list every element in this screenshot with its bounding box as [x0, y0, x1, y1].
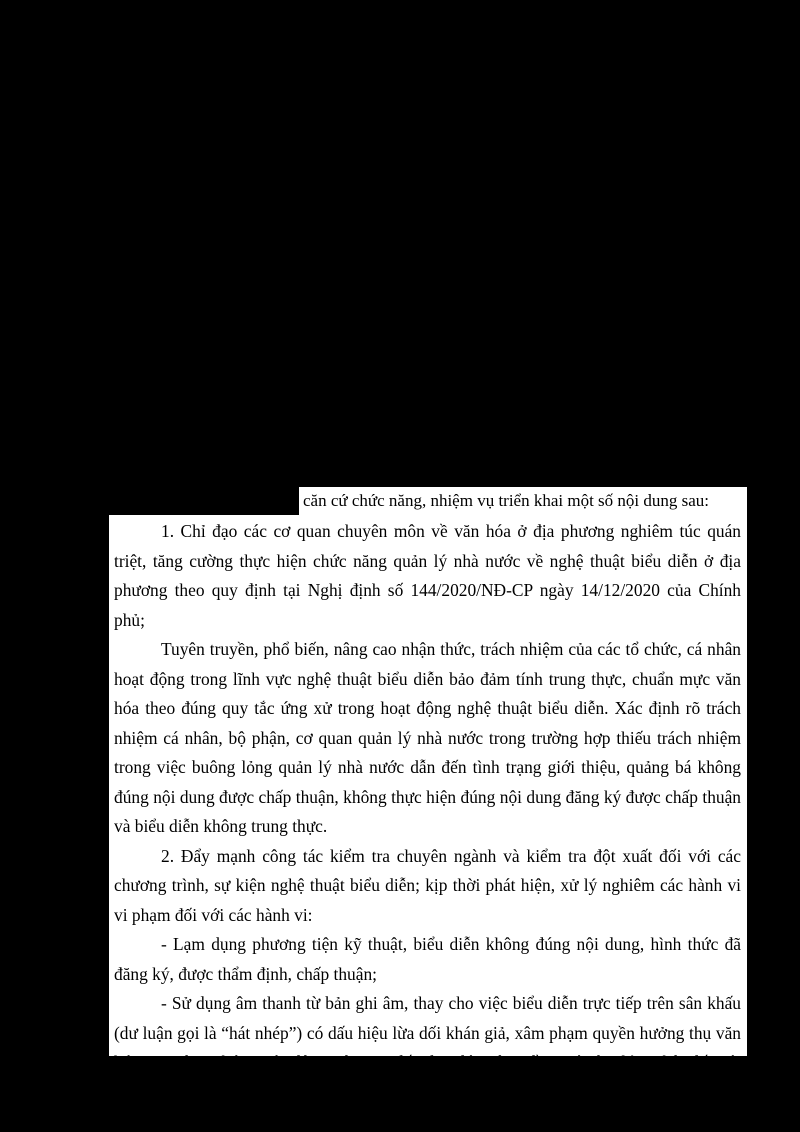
paragraph-item-1: 1. Chỉ đạo các cơ quan chuyên môn về văn hóa ở địa phương nghiêm túc quán triệt, tăng cường thực hiện chức năng quản lý nhà nước về nghệ thuật biểu diễn ở địa phương theo quy định tại Nghị định số 144/2020/NĐ-CP ngày 14/12/2020 của Chính phủ;	[114, 521, 741, 630]
document-body	[114, 517, 741, 1107]
intro-strip	[299, 487, 747, 515]
paragraph-propaganda: Tuyên truyền, phổ biến, nâng cao nhận thức, trách nhiệm của các tổ chức, cá nhân hoạt động trong lĩnh vực nghệ thuật biểu diễn bảo đảm tính trung thực, chuẩn mực văn hóa theo đúng quy tắc ứng xử trong hoạt động nghệ thuật biểu diễn. Xác định rõ trách nhiệm cá nhân, bộ phận, cơ quan quản lý nhà nước trong trường hợp thiếu trách nhiệm trong việc buông lỏng quản lý nhà nước dẫn đến tình trạng giới thiệu, quảng bá không đúng nội dung được chấp thuận, không thực hiện đúng nội dung đăng ký được chấp thuận và biểu diễn không trung thực.	[114, 639, 741, 836]
paragraph-item-2: 2. Đẩy mạnh công tác kiểm tra chuyên ngành và kiểm tra đột xuất đối với các chương trình, sự kiện nghệ thuật biểu diễn; kịp thời phát hiện, xử lý nghiêm các hành vi vi phạm đối với các hành vi:	[114, 845, 741, 925]
document-content	[109, 515, 747, 1102]
paragraph-bullet-technical: - Lạm dụng phương tiện kỹ thuật, biểu diễn không đúng nội dung, hình thức đã đăng ký, được thẩm định, chấp thuận;	[114, 934, 741, 984]
paragraph-bullet-lip-sync: - Sử dụng âm thanh từ bản ghi âm, thay cho việc biểu diễn trực tiếp trên sân khấu (dư luận gọi là “hát nhép”) có dấu hiệu lừa dối khán giả, xâm phạm quyền hưởng thụ văn hóa của công chúng, tác động tiêu cực đến đạo đức cộng đồng và tâm lý xã hội đối với hoạt động nghệ thuật biểu diễn.	[114, 993, 741, 1102]
intro-line: căn cứ chức năng, nhiệm vụ triển khai một số nội dung sau:	[303, 491, 710, 510]
